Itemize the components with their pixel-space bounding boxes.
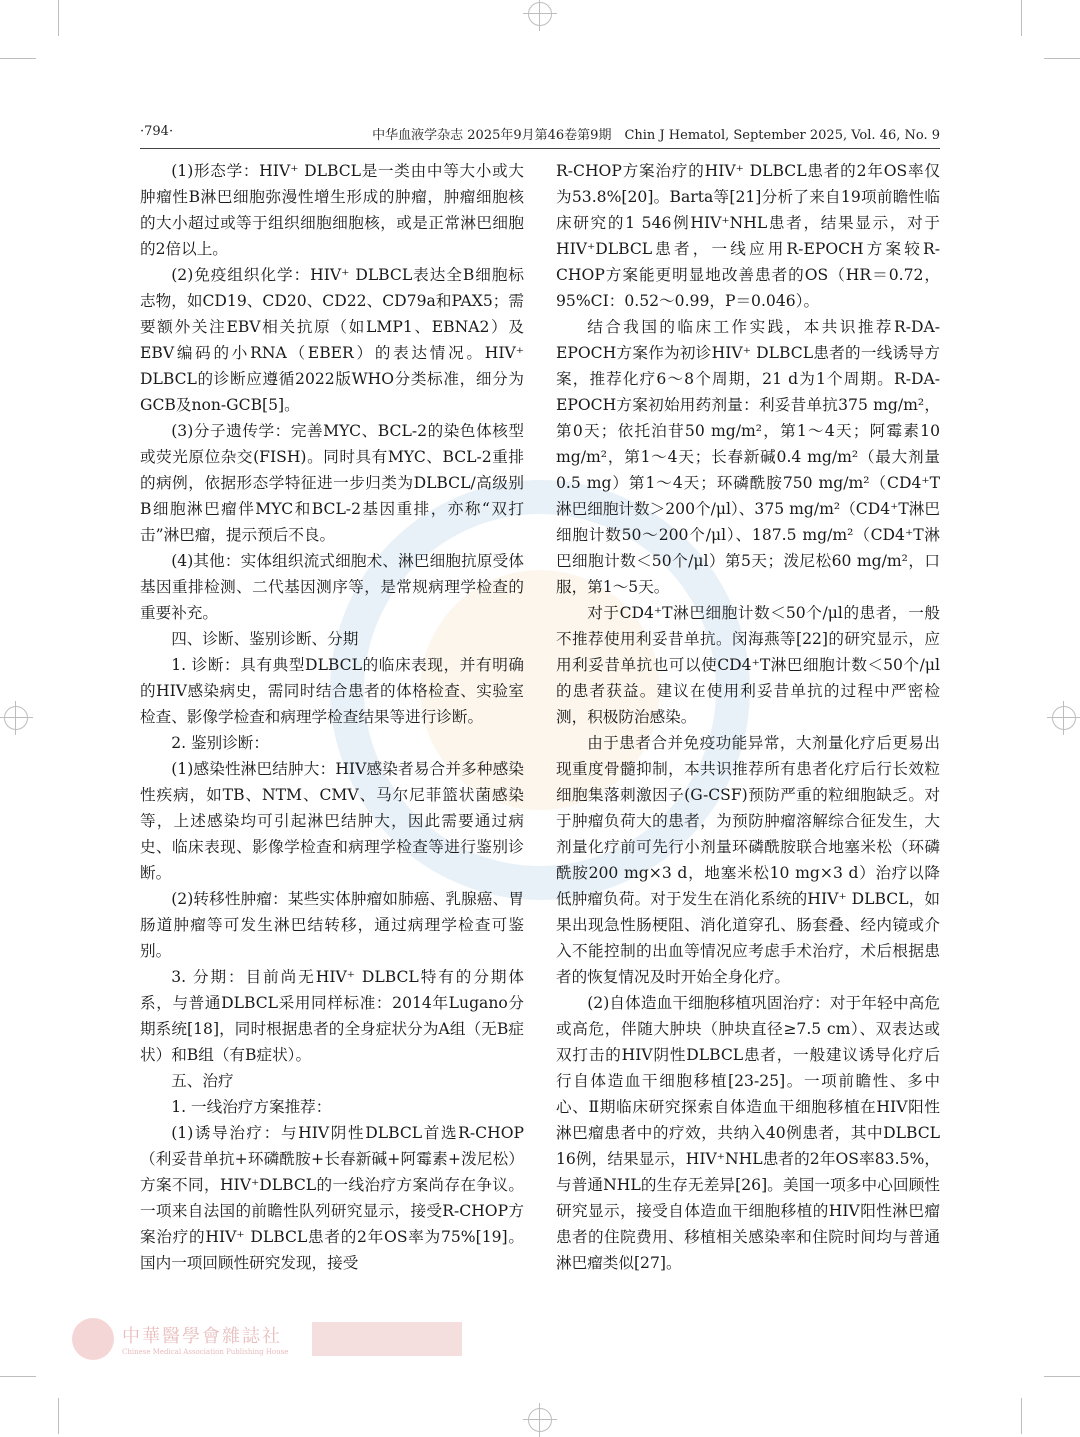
left-column — [140, 158, 524, 1358]
paragraph: (3)分子遗传学：完善MYC、BCL-2的染色体核型或荧光原位杂交(FISH)。同时具有MYC、BCL-2重排的病例，依据形态学特征进一步归类为DLBCL/高级别B细胞淋巴瘤伴MYC和BCL-2基因重排，亦称“双打击”淋巴瘤，提示预后不良。 — [140, 422, 524, 544]
subsection-heading: 2. 鉴别诊断： — [171, 734, 269, 752]
publisher-badge-icon — [312, 1322, 462, 1356]
registration-mark-bottom — [528, 1408, 552, 1432]
section-heading: 五、治疗 — [171, 1072, 234, 1090]
paragraph: 对于CD4⁺T淋巴细胞计数＜50个/μl的患者，一般不推荐使用利妥昔单抗。闵海燕等[22]的研究显示，应用利妥昔单抗也可以使CD4⁺T淋巴细胞计数＜50个/μl的患者获益。建议在使用利妥昔单抗的过程中严密检测，积极防治感染。 — [556, 604, 940, 726]
header-rule — [140, 148, 940, 149]
publisher-footer — [72, 1318, 462, 1360]
paragraph: 结合我国的临床工作实践，本共识推荐R-DA-EPOCH方案作为初诊HIV⁺ DLBCL患者的一线诱导方案，推荐化疗6～8个周期，21 d为1个周期。R-DA-EPOCH方案初始用药剂量：利妥昔单抗375 mg/m²，第0天；依托泊苷50 mg/m²，第1～4天；阿霉素10 mg/m²，第1～4天；长春新碱0.4 mg/m²（最大剂量0.5 mg）第1～4天；环磷酰胺750 mg/m²（CD4⁺T淋巴细胞计数＞200个/μl）、375 mg/m²（CD4⁺T淋巴细胞计数50～200个/μl）、187.5 mg/m²（CD4⁺T淋巴细胞计数＜50个/μl）第5天；泼尼松60 mg/m²，口服，第1～5天。 — [556, 318, 940, 596]
section-heading: 四、诊断、鉴别诊断、分期 — [171, 630, 359, 648]
paragraph: (4)其他：实体组织流式细胞术、淋巴细胞抗原受体基因重排检测、二代基因测序等，是常规病理学检查的重要补充。 — [140, 552, 524, 622]
registration-mark-right — [1052, 706, 1076, 730]
crop-mark-bottom-left-v — [58, 1398, 59, 1434]
subsection-heading: 1. 一线治疗方案推荐： — [171, 1098, 332, 1116]
page-number: ·794· — [140, 124, 174, 139]
paragraph-continued: R-CHOP方案治疗的HIV⁺ DLBCL患者的2年OS率仅为53.8%[20]。Barta等[21]分析了来自19项前瞻性临床研究的1 546例HIV⁺NHL患者，结果显示，对于HIV⁺DLBCL患者，一线应用R-EPOCH方案较R-CHOP方案能更明显地改善患者的OS（HR＝0.72，95%CI：0.52～0.99，P＝0.046）。 — [556, 162, 940, 310]
paragraph: 1. 诊断：具有典型DLBCL的临床表现，并有明确的HIV感染病史，需同时结合患者的体格检查、实验室检查、影像学检查和病理学检查结果等进行诊断。 — [140, 656, 524, 726]
registration-mark-top — [528, 2, 552, 26]
registration-mark-left — [4, 706, 28, 730]
publisher-logo-icon — [72, 1318, 114, 1360]
crop-mark-bottom-left-h — [0, 1376, 36, 1377]
crop-mark-top-left-v — [58, 0, 59, 36]
paragraph: (1)感染性淋巴结肿大：HIV感染者易合并多种感染性疾病，如TB、NTM、CMV、马尔尼菲篮状菌感染等，上述感染均可引起淋巴结肿大，因此需要通过病史、临床表现、影像学检查和病理学检查等进行鉴别诊断。 — [140, 760, 524, 882]
journal-citation: 中华血液学杂志 2025年9月第46卷第9期 Chin J Hematol, September 2025, Vol. 46, No. 9 — [372, 128, 940, 143]
right-column — [556, 158, 940, 1358]
crop-mark-bottom-right-h — [1044, 1376, 1080, 1377]
running-header — [140, 124, 940, 146]
publisher-name-en: Chinese Medical Association Publishing House — [122, 1348, 289, 1356]
crop-mark-bottom-right-v — [1021, 1398, 1022, 1434]
paragraph: 3. 分期：目前尚无HIV⁺ DLBCL特有的分期体系，与普通DLBCL采用同样标准：2014年Lugano分期系统[18]，同时根据患者的全身症状分为A组（无B症状）和B组（有B症状）。 — [140, 968, 524, 1064]
paragraph: (2)免疫组织化学：HIV⁺ DLBCL表达全B细胞标志物，如CD19、CD20、CD22、CD79a和PAX5；需要额外关注EBV相关抗原（如LMP1、EBNA2）及EBV编码的小RNA（EBER）的表达情况。HIV⁺ DLBCL的诊断应遵循2022版WHO分类标准，细分为GCB及non-GCB[5]。 — [140, 266, 524, 414]
crop-mark-top-right-h — [1044, 58, 1080, 59]
paragraph: (1)诱导治疗：与HIV阴性DLBCL首选R-CHOP（利妥昔单抗+环磷酰胺+长春新碱+阿霉素+泼尼松）方案不同，HIV⁺DLBCL的一线治疗方案尚存在争议。一项来自法国的前瞻性队列研究显示，接受R-CHOP方案治疗的HIV⁺ DLBCL患者的2年OS率为75%[19]。国内一项回顾性研究发现，接受 — [140, 1124, 524, 1272]
paragraph: 由于患者合并免疫功能异常，大剂量化疗后更易出现重度骨髓抑制，本共识推荐所有患者化疗后行长效粒细胞集落刺激因子(G-CSF)预防严重的粒细胞缺乏。对于肿瘤负荷大的患者，为预防肿瘤溶解综合征发生，大剂量化疗前可先行小剂量环磷酰胺联合地塞米松（环磷酰胺200 mg×3 d，地塞米松10 mg×3 d）治疗以降低肿瘤负荷。对于发生在消化系统的HIV⁺ DLBCL，如果出现急性肠梗阻、消化道穿孔、肠套叠、经内镜或介入不能控制的出血等情况应考虑手术治疗，术后根据患者的恢复情况及时开始全身化疗。 — [556, 734, 940, 986]
publisher-name: 中華醫學會雜誌社 — [122, 1326, 282, 1347]
crop-mark-top-left-h — [0, 58, 36, 59]
crop-mark-top-right-v — [1021, 0, 1022, 36]
paragraph: (1)形态学：HIV⁺ DLBCL是一类由中等大小或大肿瘤性B淋巴细胞弥漫性增生形成的肿瘤，肿瘤细胞核的大小超过或等于组织细胞细胞核，或是正常淋巴细胞的2倍以上。 — [140, 162, 524, 258]
paragraph: (2)自体造血干细胞移植巩固治疗：对于年轻中高危或高危，伴随大肿块（肿块直径≥7.5 cm）、双表达或双打击的HIV阴性DLBCL患者，一般建议诱导化疗后行自体造血干细胞移植[23-25]。一项前瞻性、多中心、Ⅱ期临床研究探索自体造血干细胞移植在HIV阳性淋巴瘤患者中的疗效，共纳入40例患者，其中DLBCL 16例，结果显示，HIV⁺NHL患者的2年OS率83.5%，与普通NHL的生存无差异[26]。美国一项多中心回顾性研究显示，接受自体造血干细胞移植的HIV阳性淋巴瘤患者的住院费用、移植相关感染率和住院时间均与普通淋巴瘤类似[27]。 — [556, 994, 940, 1272]
paragraph: (2)转移性肿瘤：某些实体肿瘤如肺癌、乳腺癌、胃肠道肿瘤等可发生淋巴结转移，通过病理学检查可鉴别。 — [140, 890, 524, 960]
